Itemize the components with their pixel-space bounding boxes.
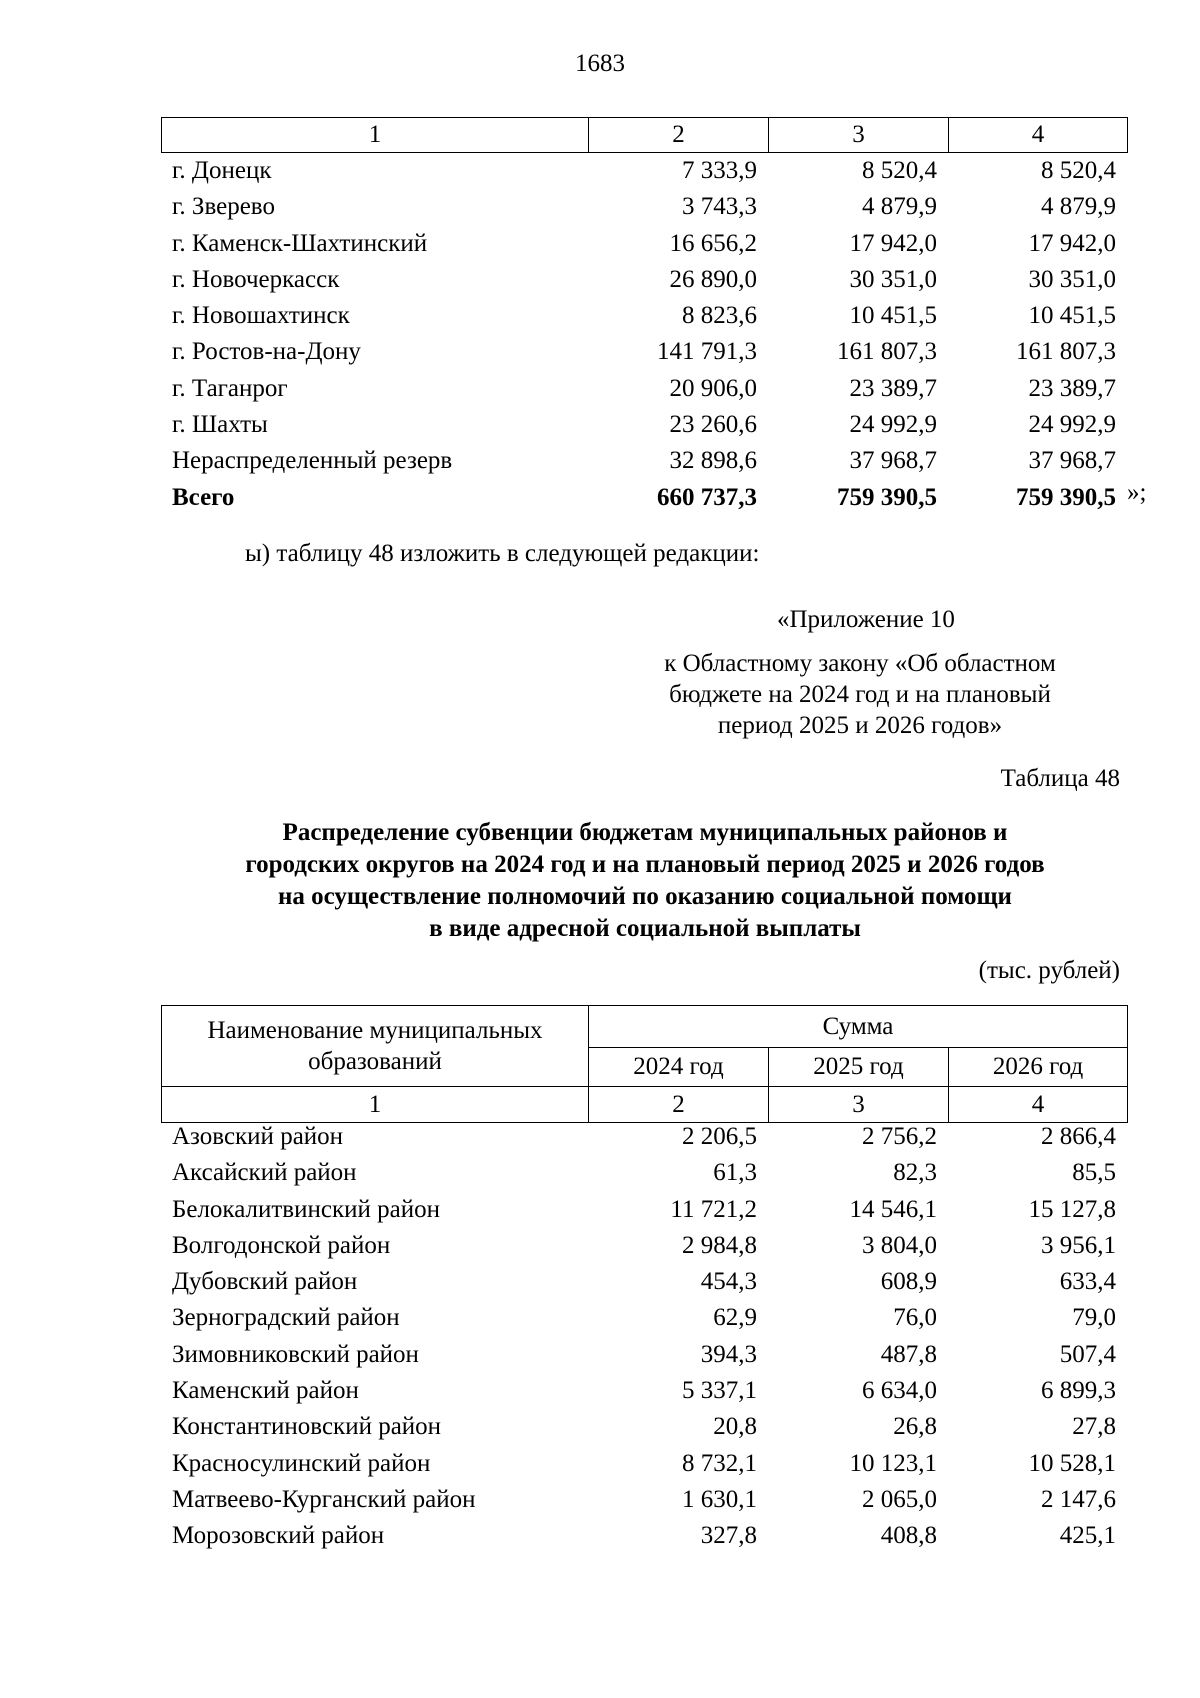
value-2026: 10 528,1: [1028, 1449, 1116, 1477]
year-header: 2025 год: [769, 1048, 949, 1087]
value-2024: 5 337,1: [682, 1377, 757, 1405]
table-row: [161, 1409, 1127, 1445]
value-2025: 30 351,0: [849, 265, 937, 293]
closing-quote: »;: [1127, 479, 1147, 506]
value-2024: 62,9: [713, 1304, 757, 1332]
top-table-body: [161, 153, 1127, 516]
row-name: Волгодонской район: [172, 1231, 391, 1259]
table-row: [161, 1192, 1127, 1228]
value-2025: 408,8: [880, 1522, 937, 1550]
table-row: [161, 298, 1127, 334]
column-number: 4: [949, 118, 1128, 153]
value-2025: 10 451,5: [849, 302, 937, 330]
value-2026: 4 879,9: [1041, 193, 1116, 221]
value-2026: 23 389,7: [1028, 374, 1116, 402]
unit-label: (тыс. рублей): [978, 957, 1120, 984]
table-row: [161, 153, 1127, 189]
value-2024: 61,3: [713, 1159, 757, 1187]
value-2026: 425,1: [1059, 1522, 1116, 1550]
column-number-row: [162, 118, 1128, 153]
total-row: [161, 480, 1127, 516]
row-name: г. Новошахтинск: [172, 302, 350, 330]
value-2026: 17 942,0: [1028, 229, 1116, 257]
value-2025: 37 968,7: [849, 447, 937, 475]
table-row: [161, 262, 1127, 298]
value-2024: 3 743,3: [682, 193, 757, 221]
table-row: [161, 334, 1127, 370]
table-row: [161, 407, 1127, 443]
column-number: 4: [949, 1087, 1128, 1123]
value-2026: 6 899,3: [1041, 1377, 1116, 1405]
row-name: Белокалитвинский район: [172, 1195, 440, 1223]
value-2024: 1 630,1: [682, 1485, 757, 1513]
value-2024: 7 333,9: [682, 157, 757, 184]
row-name: г. Донецк: [172, 157, 272, 184]
row-name: г. Шахты: [172, 411, 268, 439]
instruction-text: ы) таблицу 48 изложить в следующей редакции:: [245, 540, 760, 567]
value-2026: 27,8: [1072, 1413, 1116, 1441]
row-name: г. Каменск-Шахтинский: [172, 229, 428, 257]
value-2026: 15 127,8: [1028, 1195, 1116, 1223]
page-number: 1683: [575, 50, 625, 77]
value-2026: 79,0: [1072, 1304, 1116, 1332]
value-2024: 327,8: [700, 1522, 757, 1550]
value-2024: 23 260,6: [669, 411, 757, 439]
row-name: Зимовниковский район: [172, 1340, 419, 1368]
value-2026: 30 351,0: [1028, 265, 1116, 293]
table-row: [161, 1482, 1127, 1518]
name-column-header: [162, 1006, 589, 1087]
value-2025: 161 807,3: [837, 338, 937, 366]
value-2025: 24 992,9: [849, 411, 937, 439]
row-name: Морозовский район: [172, 1522, 385, 1550]
value-2026: 633,4: [1059, 1268, 1116, 1296]
row-name: Матвеево-Курганский район: [172, 1485, 476, 1513]
value-2025: 2 756,2: [862, 1123, 937, 1150]
value-2025: 6 634,0: [862, 1377, 937, 1405]
value-2025: 14 546,1: [849, 1195, 937, 1223]
value-2024: 2 206,5: [682, 1123, 757, 1150]
value-2024: 454,3: [700, 1268, 757, 1296]
row-name: г. Ростов-на-Дону: [172, 338, 361, 366]
value-2026: 3 956,1: [1041, 1231, 1116, 1259]
table-row: [161, 1155, 1127, 1191]
name-header-line: Наименование муниципальных: [207, 1017, 543, 1044]
value-2025: 3 804,0: [862, 1231, 937, 1259]
value-2026: 8 520,4: [1041, 157, 1116, 184]
appendix-ref-line: период 2025 и 2026 годов»: [717, 712, 1003, 739]
title-line: в виде адресной социальной выплаты: [429, 915, 861, 942]
appendix-reference: [600, 648, 1120, 741]
total-2024: 660 737,3: [657, 483, 757, 511]
table-row: [161, 1446, 1127, 1482]
table-number: Таблица 48: [1000, 765, 1120, 792]
table-row: [161, 443, 1127, 479]
value-2026: 10 451,5: [1028, 302, 1116, 330]
title-line: Распределение субвенции бюджетам муниципальных районов и: [282, 819, 1008, 846]
row-name: г. Таганрог: [172, 374, 288, 402]
row-name: Зерноградский район: [172, 1304, 400, 1332]
value-2025: 487,8: [880, 1340, 937, 1368]
value-2026: 85,5: [1072, 1159, 1116, 1187]
table-row: [161, 226, 1127, 262]
year-header: 2024 год: [589, 1048, 769, 1087]
row-name: Каменский район: [172, 1377, 359, 1405]
value-2025: 82,3: [893, 1159, 937, 1187]
table-row: [161, 1264, 1127, 1300]
name-header-line: образований: [308, 1048, 442, 1075]
title-line: на осуществление полномочий по оказанию социальной помощи: [278, 883, 1012, 910]
row-name: Дубовский район: [172, 1268, 358, 1296]
value-2025: 10 123,1: [849, 1449, 937, 1477]
value-2026: 24 992,9: [1028, 411, 1116, 439]
value-2025: 4 879,9: [862, 193, 937, 221]
column-number: 3: [769, 118, 949, 153]
row-name: Красносулинский район: [172, 1449, 431, 1477]
value-2025: 608,9: [880, 1268, 937, 1296]
title-line: городских округов на 2024 год и на плановый период 2025 и 2026 годов: [245, 851, 1045, 878]
value-2026: 161 807,3: [1016, 338, 1116, 366]
table-row: [161, 189, 1127, 225]
value-2025: 26,8: [893, 1413, 937, 1441]
total-2026: 759 390,5: [1016, 483, 1116, 511]
value-2024: 20,8: [713, 1413, 757, 1441]
value-2024: 141 791,3: [657, 338, 757, 366]
total-label: Всего: [172, 483, 235, 511]
value-2025: 17 942,0: [849, 229, 937, 257]
column-number: 1: [162, 1087, 589, 1123]
top-table-header: [161, 117, 1128, 153]
table-title: [120, 817, 1170, 945]
value-2024: 26 890,0: [669, 265, 757, 293]
value-2026: 2 147,6: [1041, 1485, 1116, 1513]
value-2026: 37 968,7: [1028, 447, 1116, 475]
table-row: [161, 1518, 1127, 1554]
value-2025: 76,0: [893, 1304, 937, 1332]
table-row: [161, 371, 1127, 407]
value-2024: 32 898,6: [669, 447, 757, 475]
total-2025: 759 390,5: [837, 483, 937, 511]
main-table-body: [161, 1119, 1127, 1555]
appendix-title: «Приложение 10: [777, 606, 955, 633]
column-number: 2: [589, 1087, 769, 1123]
row-name: Нераспределенный резерв: [172, 447, 453, 475]
value-2024: 8 823,6: [682, 302, 757, 330]
value-2025: 8 520,4: [862, 157, 937, 184]
value-2024: 16 656,2: [669, 229, 757, 257]
row-name: г. Новочеркасск: [172, 265, 340, 293]
sum-header: Сумма: [589, 1006, 1128, 1048]
main-table-header: [161, 1005, 1128, 1123]
value-2026: 507,4: [1059, 1340, 1116, 1368]
table-row: [161, 1373, 1127, 1409]
value-2025: 2 065,0: [862, 1485, 937, 1513]
column-number: 3: [769, 1087, 949, 1123]
column-number: 1: [162, 118, 589, 153]
row-name: Константиновский район: [172, 1413, 442, 1441]
table-row: [161, 1228, 1127, 1264]
row-name: Аксайский район: [172, 1159, 357, 1187]
column-number: 2: [589, 118, 769, 153]
value-2024: 2 984,8: [682, 1231, 757, 1259]
table-row: [161, 1300, 1127, 1336]
table-row: [161, 1337, 1127, 1373]
value-2025: 23 389,7: [849, 374, 937, 402]
value-2026: 2 866,4: [1041, 1123, 1116, 1150]
appendix-ref-line: к Областному закону «Об областном: [664, 650, 1056, 677]
year-header: 2026 год: [949, 1048, 1128, 1087]
value-2024: 394,3: [700, 1340, 757, 1368]
row-name: г. Зверево: [172, 193, 275, 221]
appendix-ref-line: бюджете на 2024 год и на плановый: [669, 681, 1051, 708]
value-2024: 8 732,1: [682, 1449, 757, 1477]
value-2024: 11 721,2: [670, 1195, 757, 1223]
row-name: Азовский район: [172, 1123, 344, 1150]
value-2024: 20 906,0: [669, 374, 757, 402]
table-row: [161, 1119, 1127, 1155]
